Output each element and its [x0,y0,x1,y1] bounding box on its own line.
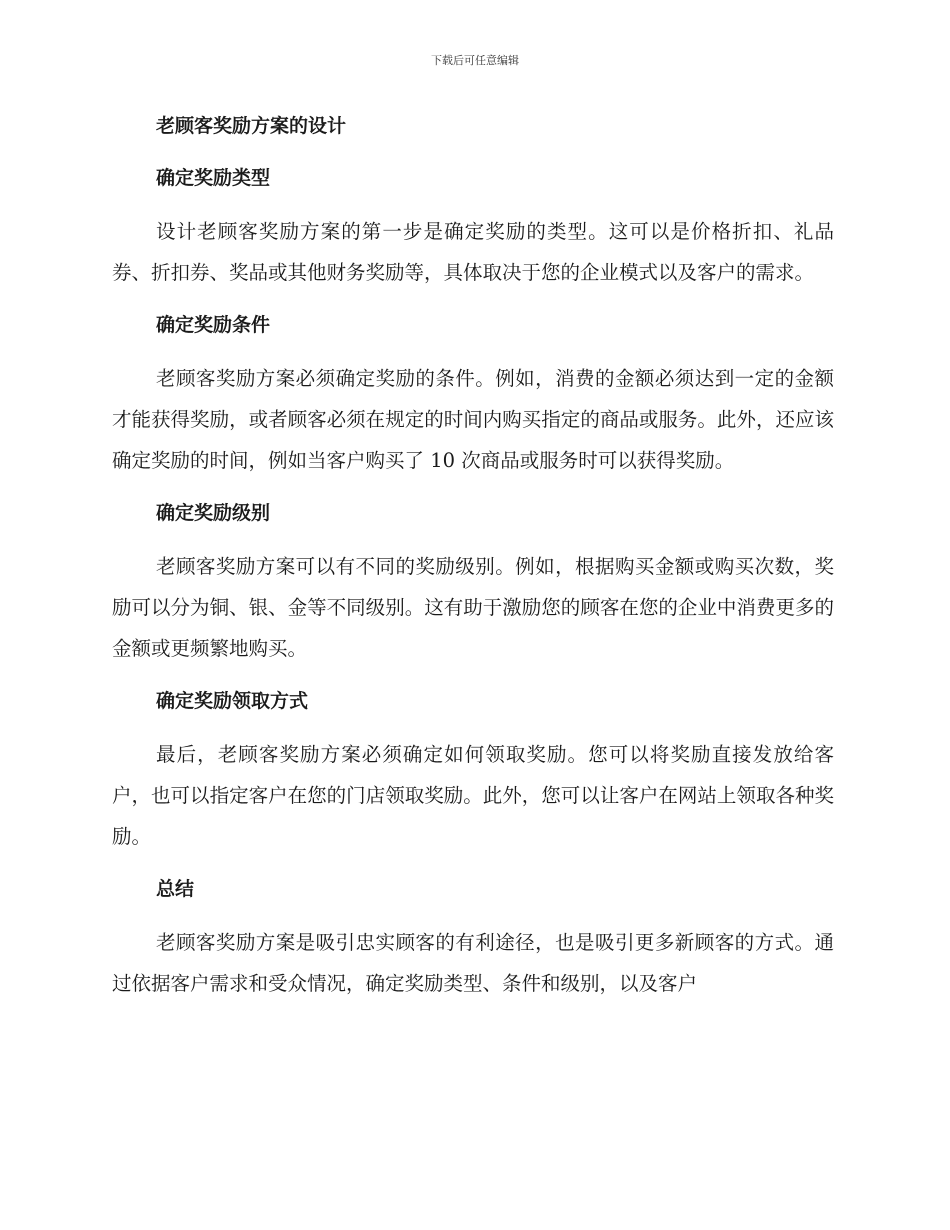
document-body [112,107,834,1017]
section-paragraph-reward-levels: 老顾客奖励方案可以有不同的奖励级别。例如，根据购买金额或购买次数，奖励可以分为铜、银、金等不同级别。这有助于激励您的顾客在您的企业中消费更多的金额或更频繁地购买。 [112,555,834,660]
section-paragraph-reward-conditions: 老顾客奖励方案必须确定奖励的条件。例如，消费的金额必须达到一定的金额才能获得奖励，或者顾客必须在规定的时间内购买指定的商品或服务。此外，还应该确定奖励的时间，例如当客户购买了 10 次商品或服务时可以获得奖励。 [112,367,834,472]
section-paragraph-reward-type: 设计老顾客奖励方案的第一步是确定奖励的类型。这可以是价格折扣、礼品券、折扣券、奖品或其他财务奖励等，具体取决于您的企业模式以及客户的需求。 [112,220,834,284]
section-paragraph-reward-claim: 最后，老顾客奖励方案必须确定如何领取奖励。您可以将奖励直接发放给客户，也可以指定客户在您的门店领取奖励。此外，您可以让客户在网站上领取各种奖励。 [112,743,834,848]
section-heading-reward-levels: 确定奖励级别 [156,502,271,524]
document-title: 老顾客奖励方案的设计 [156,115,347,137]
section-heading-reward-conditions: 确定奖励条件 [156,314,271,336]
section-paragraph-summary: 老顾客奖励方案是吸引忠实顾客的有利途径，也是吸引更多新顾客的方式。通过依据客户需求和受众情况，确定奖励类型、条件和级别，以及客户 [112,931,834,995]
page-header-note: 下载后可任意编辑 [431,54,519,67]
section-heading-summary: 总结 [156,878,195,900]
section-heading-reward-claim: 确定奖励领取方式 [156,690,309,712]
section-heading-reward-type: 确定奖励类型 [156,167,271,189]
